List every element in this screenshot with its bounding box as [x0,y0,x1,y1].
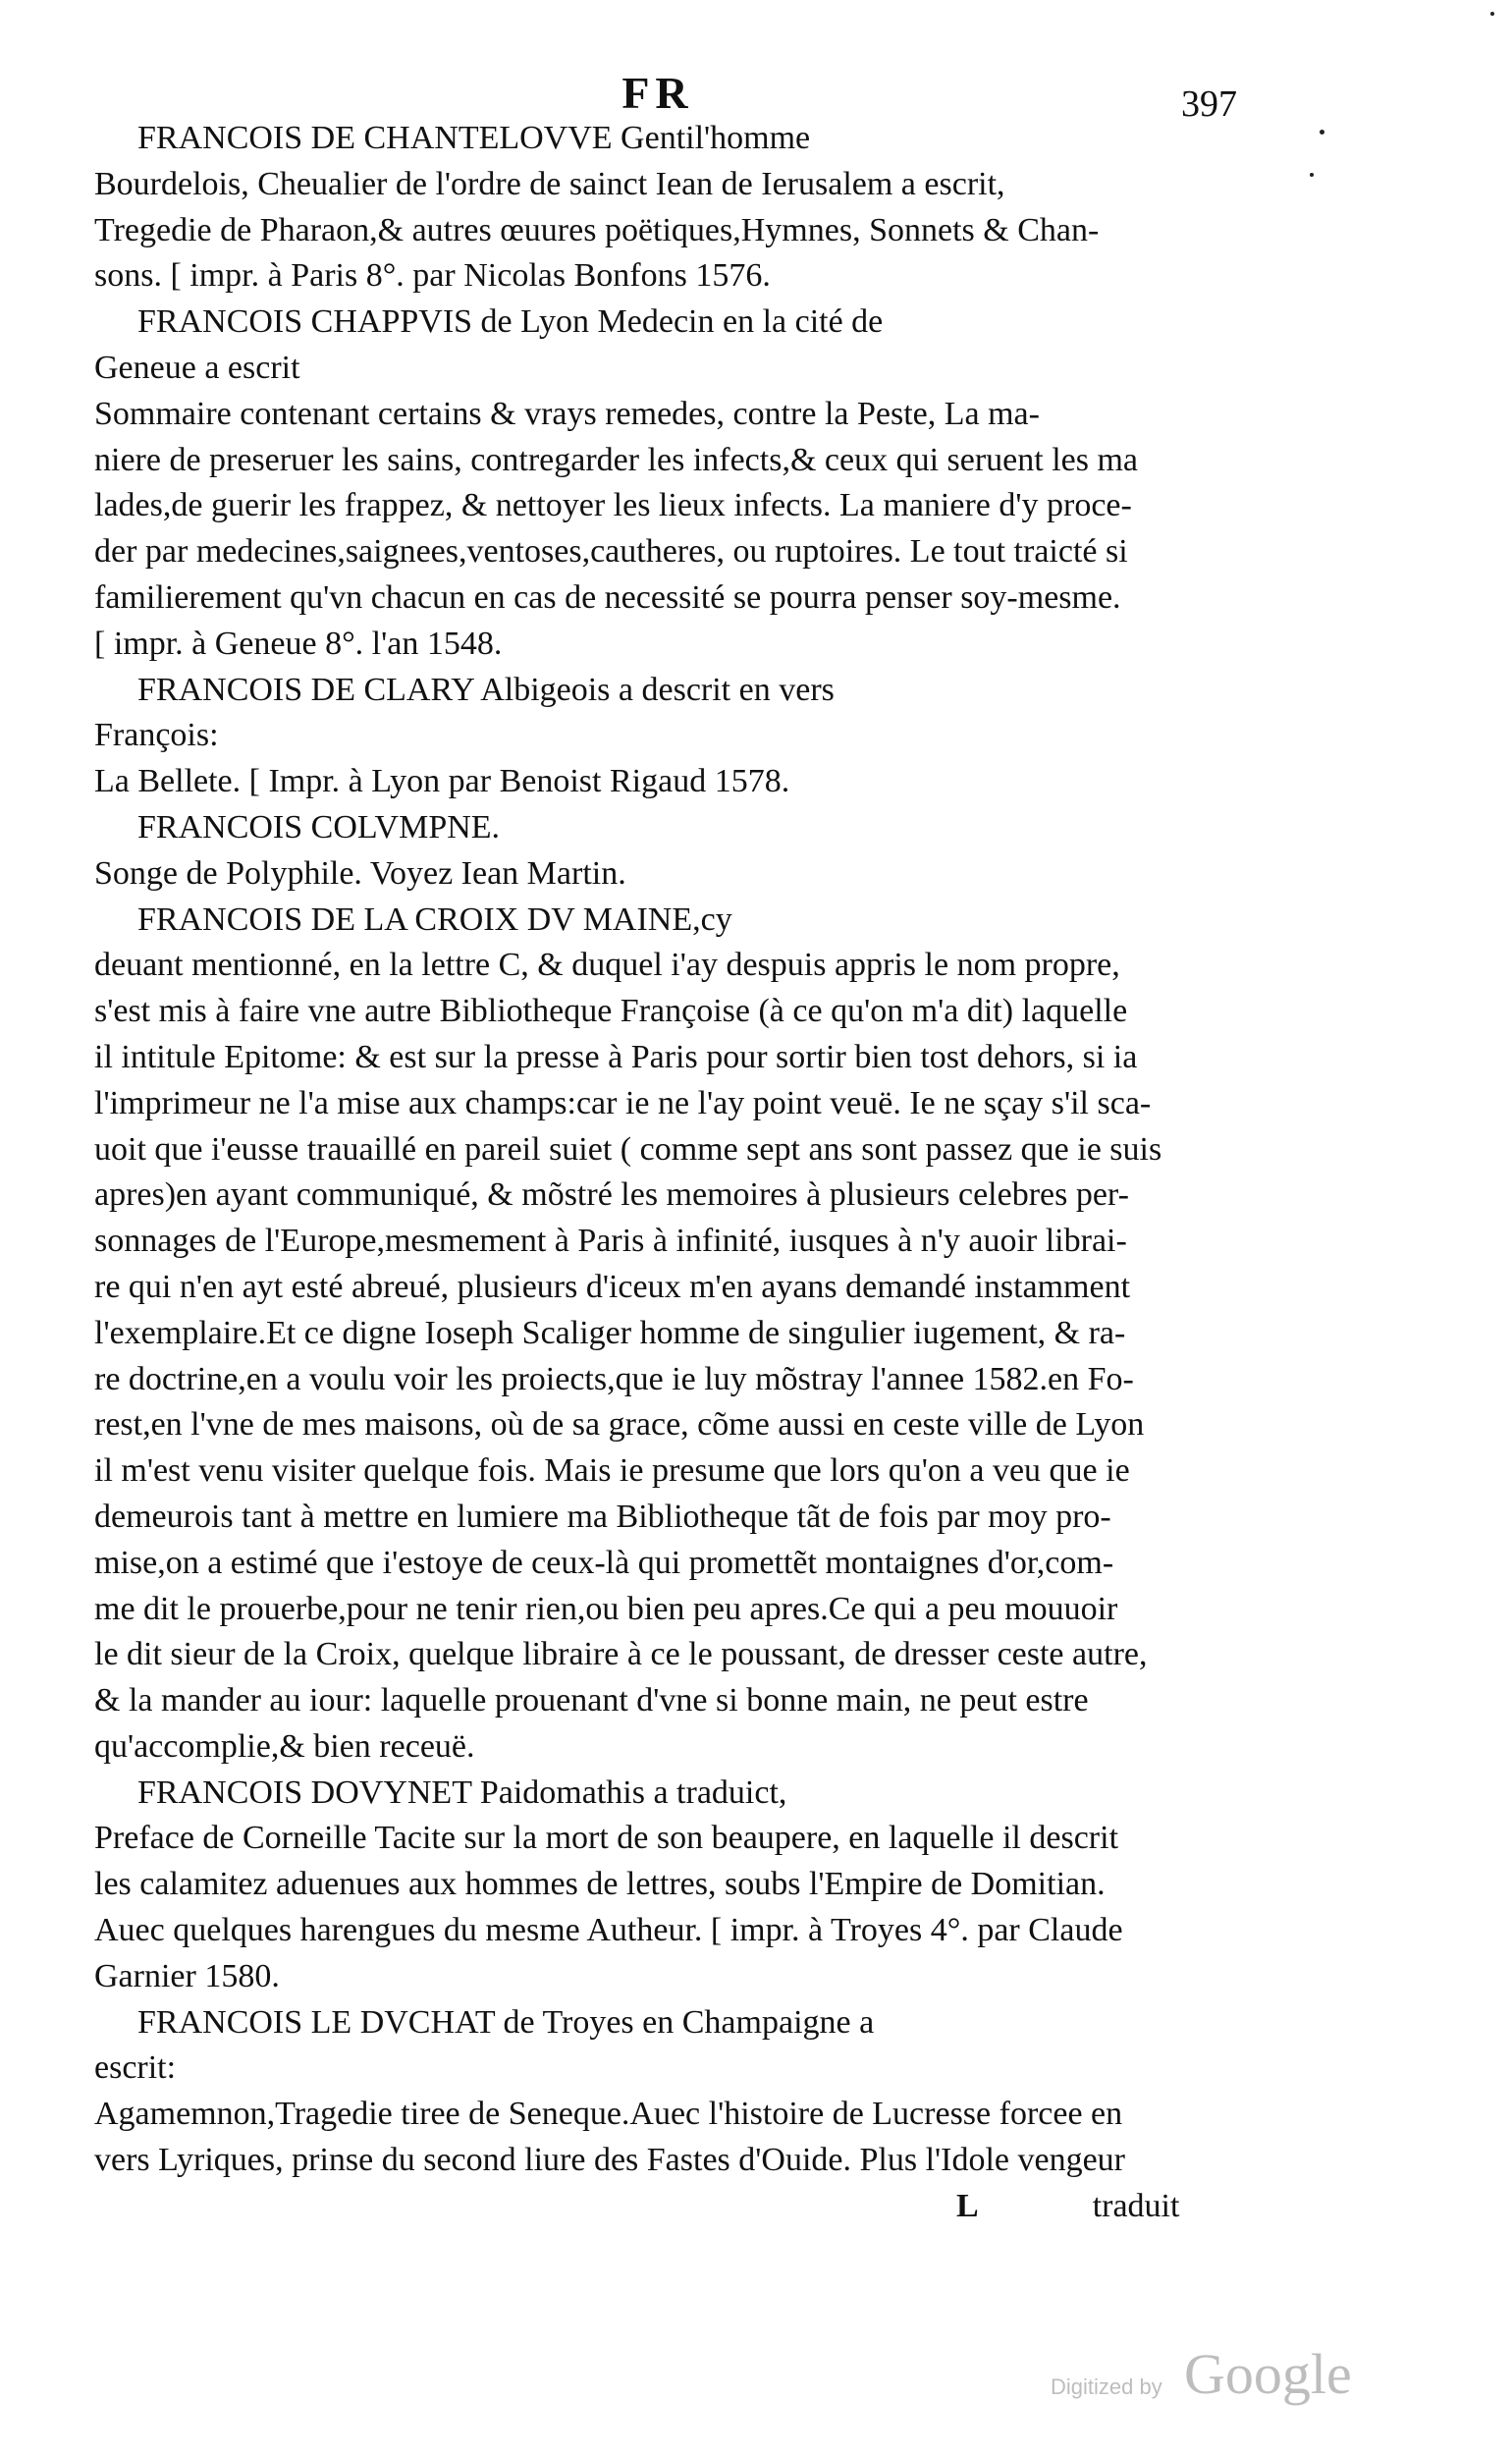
text-line: il intitule Epitome: & est sur la presse à Paris pour sortir bien tost dehors, si ia [94,1038,1138,1075]
text-line: il m'est venu visiter quelque fois. Mais ie presume que lors qu'on a veu que ie [94,1452,1130,1490]
text-line: Bourdelois, Cheualier de l'ordre de sainct Iean de Ierusalem a escrit, [94,165,1005,202]
entry-heading-line: FRANCOIS DOVYNET Paidomathis a traduict, [137,1773,787,1811]
google-logo: Google [1184,2342,1352,2406]
text-line: Preface de Corneille Tacite sur la mort de son beaupere, en laquelle il descrit [94,1820,1119,1857]
entry-heading-line: FRANCOIS DE CLARY Albigeois a descrit en vers [137,671,835,708]
ink-speck [1490,12,1494,16]
text-line: re doctrine,en a voulu voir les proiects,que ie luy mõstray l'annee 1582.en Fo- [94,1360,1134,1397]
entry-heading-line: FRANCOIS COLVMPNE. [137,808,501,846]
text-line: Auec quelques harengues du mesme Autheur. [ impr. à Troyes 4°. par Claude [94,1912,1123,1949]
text-line: escrit: [94,2049,177,2087]
text-line: niere de preseruer les sains, contregarder les infects,& ceux qui seruent les ma [94,441,1139,478]
page-footer-line [94,2184,1292,2230]
text-line: [ impr. à Geneue 8°. l'an 1548. [94,625,503,662]
entry-heading-line: FRANCOIS DE LA CROIX DV MAINE,cy [137,900,732,938]
page-body-text [94,116,1292,2230]
entry-heading-line: FRANCOIS DE CHANTELOVVE Gentil'homme [137,120,811,156]
watermark-prefix: Digitized by [1051,2374,1162,2399]
running-head-title: FR [621,68,694,118]
ink-speck [1320,130,1324,135]
text-line: re qui n'en ayt esté abreué, plusieurs d'iceux m'en ayans demandé instamment [94,1268,1131,1305]
text-line: le dit sieur de la Croix, quelque libraire à ce le poussant, de dresser ceste autre, [94,1636,1148,1673]
text-line: Sommaire contenant certains & vrays remedes, contre la Peste, La ma- [94,395,1040,432]
text-line: der par medecines,saignees,ventoses,cautheres, ou ruptoires. Le tout traicté si [94,533,1128,571]
text-line: qu'accomplie,& bien receuë. [94,1727,475,1765]
text-line: me dit le prouerbe,pour ne tenir rien,ou bien peu apres.Ce qui a peu mouuoir [94,1590,1118,1627]
ink-speck [1310,173,1314,177]
text-line: deuant mentionné, en la lettre C, & duquel i'ay despuis appris le nom propre, [94,947,1120,984]
text-line: mise,on a estimé que i'estoye de ceux-là qui promettẽt montaignes d'or,com- [94,1544,1114,1581]
entry-heading-line: FRANCOIS CHAPPVIS de Lyon Medecin en la cité de [137,303,884,341]
text-line: Tregedie de Pharaon,& autres œuures poëtiques,Hymnes, Sonnets & Chan- [94,211,1100,248]
text-line: Songe de Polyphile. Voyez Iean Martin. [94,854,626,892]
text-line: & la mander au iour: laquelle prouenant d'vne si bonne main, ne peut estre [94,1682,1089,1719]
signature-mark: L [956,2187,979,2224]
text-line: La Bellete. [ Impr. à Lyon par Benoist Rigaud 1578. [94,763,790,800]
text-line: uoit que i'eusse trauaillé en pareil suiet ( comme sept ans sont passez que ie suis [94,1130,1162,1168]
text-line: s'est mis à faire vne autre Bibliotheque Françoise (à ce qu'on m'a dit) laquelle [94,993,1128,1030]
text-line: demeurois tant à mettre en lumiere ma Bibliotheque tãt de fois par moy pro- [94,1498,1111,1535]
text-line: sonnages de l'Europe,mesmement à Paris à infinité, iusques à n'y auoir librai- [94,1223,1127,1260]
catchword: traduit [1092,2187,1180,2224]
text-line: familierement qu'vn chacun en cas de necessité se pourra penser soy-mesme. [94,578,1121,616]
text-line: l'exemplaire.Et ce digne Ioseph Scaliger homme de singulier iugement, & ra- [94,1314,1126,1351]
text-line: les calamitez aduenues aux hommes de lettres, soubs l'Empire de Domitian. [94,1866,1106,1903]
text-line: apres)en ayant communiqué, & mõstré les memoires à plusieurs celebres per- [94,1176,1129,1214]
text-line: vers Lyriques, prinse du second liure des Fastes d'Ouide. Plus l'Idole vengeur [94,2142,1125,2179]
entry-heading-line: FRANCOIS LE DVCHAT de Troyes en Champaigne a [137,2003,875,2041]
text-line: lades,de guerir les frappez, & nettoyer les lieux infects. La maniere d'y proce- [94,487,1132,524]
text-line: François: [94,717,219,754]
digitized-by-google-watermark [1051,2341,1375,2420]
page-number: 397 [1181,83,1237,125]
text-line: Geneue a escrit [94,349,300,386]
text-line: Garnier 1580. [94,1957,280,1994]
text-line: sons. [ impr. à Paris 8°. par Nicolas Bonfons 1576. [94,257,771,295]
text-line: Agamemnon,Tragedie tiree de Seneque.Auec l'histoire de Lucresse forcee en [94,2096,1123,2133]
text-line: rest,en l'vne de mes maisons, où de sa grace, cõme aussi en ceste ville de Lyon [94,1406,1145,1444]
text-line: l'imprimeur ne l'a mise aux champs:car ie ne l'ay point veuë. Ie ne sçay s'il sca- [94,1084,1152,1121]
